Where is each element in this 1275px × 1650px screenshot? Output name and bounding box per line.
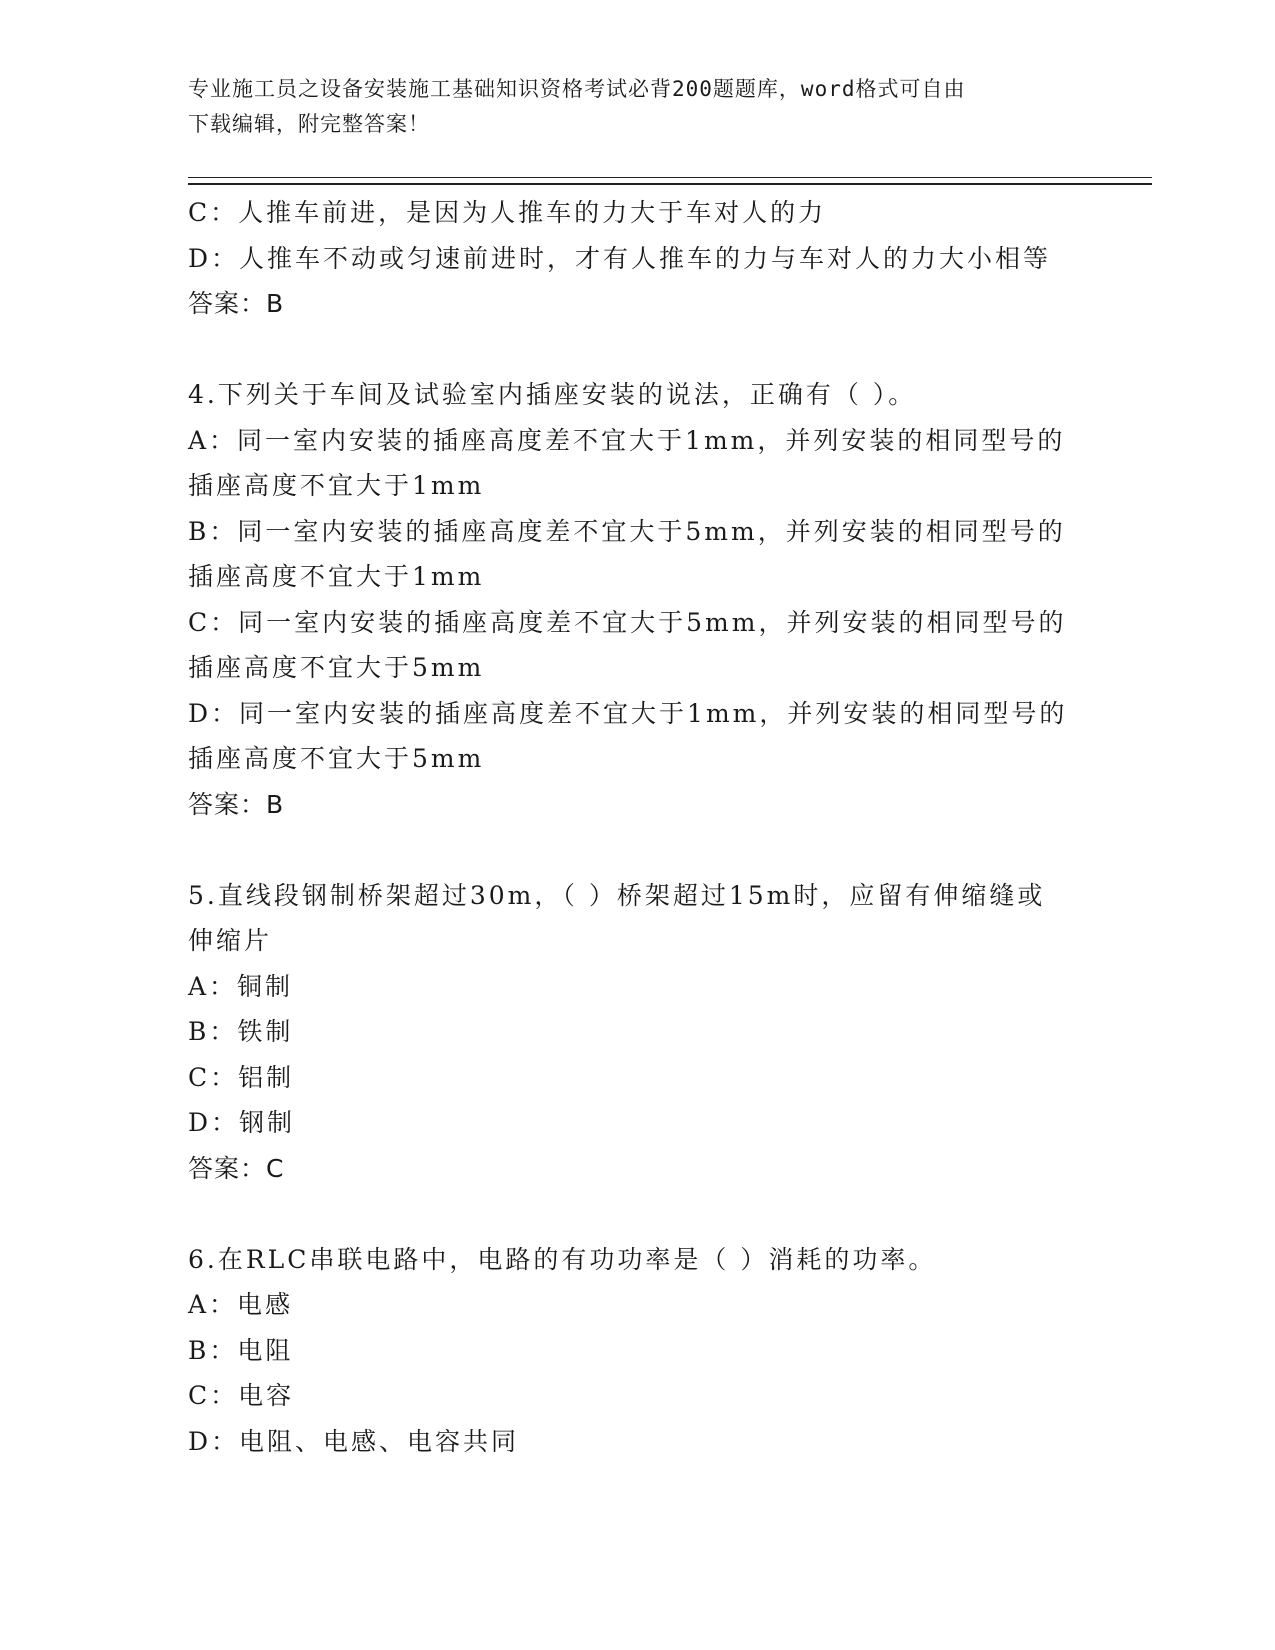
option-d: D：电阻、电感、电容共同	[188, 1426, 520, 1456]
question-stem-continued: 伸缩片	[188, 926, 273, 955]
question-stem: 4.下列关于车间及试验室内插座安装的说法，正确有（ ）。	[188, 380, 917, 409]
header-divider	[188, 177, 1152, 185]
header-line-1: 专业施工员之设备安装施工基础知识资格考试必背200题题库，word格式可自由	[188, 77, 966, 101]
option-b-continued: 插座高度不宜大于1mm	[188, 562, 485, 591]
option-d: D：同一室内安装的插座高度差不宜大于1mm，并列安装的相同型号的	[188, 698, 1068, 728]
spacer	[188, 327, 1128, 373]
option-c: C：同一室内安装的插座高度差不宜大于5mm，并列安装的相同型号的	[188, 607, 1067, 637]
option-c: C：人推车前进，是因为人推车的力大于车对人的力	[188, 198, 827, 227]
option-b: B：同一室内安装的插座高度差不宜大于5mm，并列安装的相同型号的	[188, 516, 1066, 546]
option-c-continued: 插座高度不宜大于5mm	[188, 653, 485, 682]
question-stem: 6.在RLC串联电路中，电路的有功功率是（ ）消耗的功率。	[188, 1244, 937, 1274]
option-a: A：铜制	[188, 971, 294, 1001]
question-4	[188, 372, 1128, 827]
option-b: B：电阻	[188, 1335, 294, 1365]
question-5	[188, 873, 1128, 1192]
spacer	[188, 1191, 1128, 1237]
document-header	[188, 72, 1088, 142]
option-c: C：电容	[188, 1381, 295, 1410]
option-d-continued: 插座高度不宜大于5mm	[188, 744, 485, 773]
header-line-2: 下载编辑，附完整答案！	[188, 112, 430, 136]
answer: 答案：B	[188, 789, 285, 819]
question-stem: 5.直线段钢制桥架超过30m，（ ）桥架超过15m时，应留有伸缩缝或	[188, 880, 1046, 910]
option-a: A：同一室内安装的插座高度差不宜大于1mm，并列安装的相同型号的	[188, 425, 1066, 455]
answer: 答案：C	[188, 1153, 285, 1183]
question-list	[188, 190, 1128, 1464]
spacer	[188, 827, 1128, 873]
option-b: B：铁制	[188, 1017, 294, 1046]
answer: 答案：B	[188, 289, 285, 318]
option-c: C：铝制	[188, 1062, 295, 1092]
option-d: D：人推车不动或匀速前进时，才有人推车的力与车对人的力大小相等	[188, 243, 1052, 273]
option-d: D：钢制	[188, 1108, 296, 1137]
question-3-tail	[188, 190, 1128, 327]
option-a-continued: 插座高度不宜大于1mm	[188, 471, 485, 500]
question-6	[188, 1237, 1128, 1465]
option-a: A：电感	[188, 1290, 294, 1319]
